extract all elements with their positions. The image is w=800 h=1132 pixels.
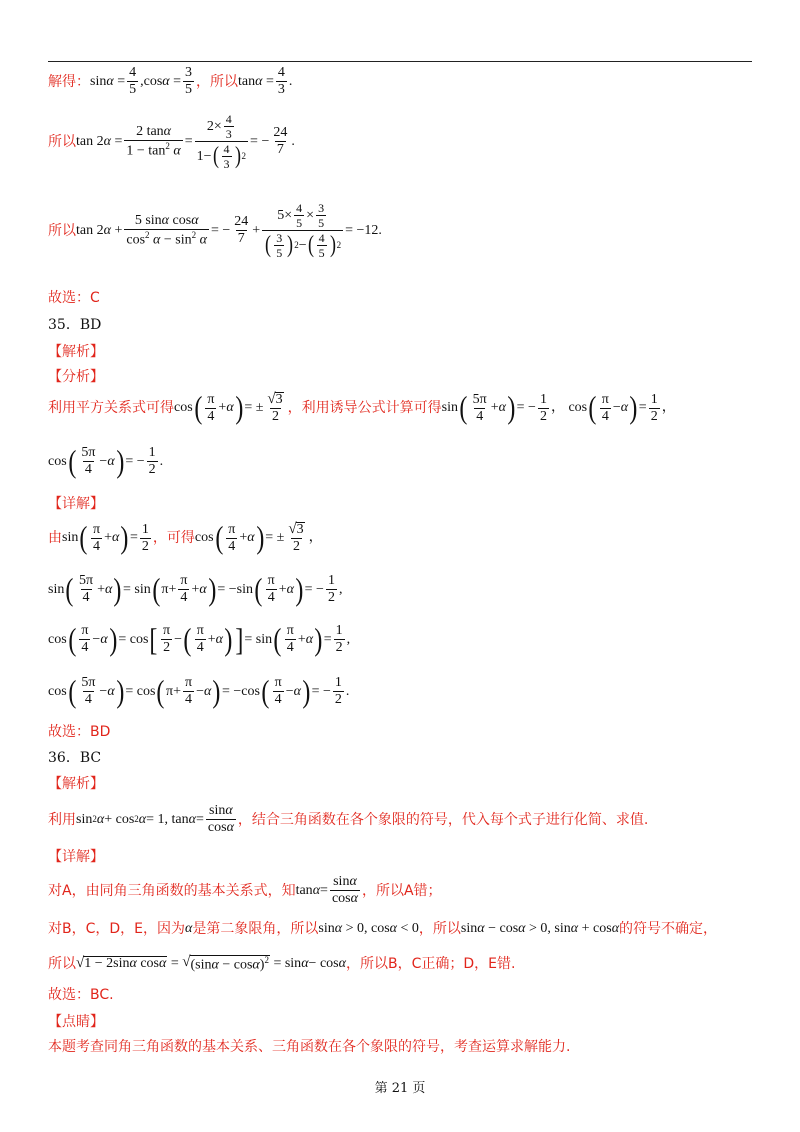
section-xiangjie-36: 【详解】 [48, 849, 104, 865]
formula: tan α = $\frac{4}{3}$ . [238, 65, 293, 97]
text-label: ，所以B，C正确；D，E错. [345, 955, 516, 972]
text-label: 是第二象限角，所以 [192, 921, 319, 937]
text-label: 利用 [48, 811, 76, 828]
formula: tan 2 α = $\frac{2 \tan\alpha}{1 - \tan^2 \alpha}$ = 2× $\frac{4}{3}$ 1− ( $\frac{4}{3}$ ) 2 = − $\frac{24}{7}$ . [76, 112, 295, 171]
formula: sin α = $\frac{4}{5}$ ,cos α = $\frac{3}{5}$ [90, 65, 193, 97]
q36-detail-line-b [48, 922, 717, 936]
q35-analysis-line-2 [48, 442, 164, 479]
text-label: 对B，C，D，E，因为 [48, 921, 186, 937]
formula: sin ( $\frac{\pi}{4}$ + α ) = $\frac{1}{2}$ [62, 519, 149, 556]
section-dianjing-36: 【点睛】 [48, 1014, 104, 1030]
q35-detail-line-1 [48, 519, 323, 556]
formula: cos ( $\frac{5\pi}{4}$ − α ) = cos ( π+ $\frac{\pi}{4}$ − α ) = −cos ( $\frac{\pi}{4}$ − α ) = − $\frac{1}{2}$ . [48, 672, 350, 709]
formula: cos ( $\frac{5\pi}{4}$ − α ) = − $\frac{1}{2}$ . [48, 442, 164, 479]
text-label: 对A，由同角三角函数的基本关系式，知 [48, 882, 296, 899]
text-label: 所以 [48, 955, 76, 972]
formula: sin ( $\frac{5\pi}{4}$ + α ) = − $\frac{1}{2}$ ， cos ( $\frac{\pi}{4}$ − α ) = $\frac{1}{2}$ ， [441, 389, 676, 426]
header-rule [48, 61, 752, 62]
solution-line-3 [48, 202, 382, 259]
question-number-36: 36．BC [48, 750, 102, 766]
q36-comment: 本题考查同角三角函数的基本关系、三角函数在各个象限的符号，考查运算求解能力. [48, 1039, 571, 1055]
q35-detail-line-3 [48, 620, 351, 657]
text-label: 利用平方关系式可得 [48, 400, 174, 416]
q36-detail-line-a [48, 875, 442, 906]
answer-33: 故选：C [48, 290, 100, 306]
section-xiangjie-35: 【详解】 [48, 496, 104, 512]
solution-line-2 [48, 113, 295, 170]
text-label: ，所以 [418, 921, 461, 937]
formula: tan 2 α + $\frac{\text{5 sinα cosα}}{\cos^2 \alpha - \sin^2 \alpha}$ = − $\frac{24}{7}$ + 5× $\frac{4}{5}$ × $\frac{3}{5}$ ( $\frac{3}{5}$ ) 2 − ( $\frac{4}{5}$ ) 2 = −12. [76, 201, 382, 260]
section-jiexi-36: 【解析】 [48, 776, 104, 792]
text-label: ，可得 [152, 530, 195, 546]
solution-line-1 [48, 66, 292, 97]
text-label: 所以 [48, 222, 76, 239]
text-label: ，所以 [196, 73, 239, 90]
formula: cos ( $\frac{\pi}{4}$ + α ) = ± √ 3 2 [174, 389, 283, 426]
formula: sin ( $\frac{5\pi}{4}$ + α ) = sin ( π+ $\frac{\pi}{4}$ + α ) = −sin ( $\frac{\pi}{4}$ + α ) = − $\frac{1}{2}$ , [48, 570, 343, 607]
page-footer: 第 21 页 [374, 1081, 426, 1096]
formula: sinα > 0, cosα < 0 [318, 921, 419, 936]
formula: cos ( $\frac{\pi}{4}$ − α ) = cos [ $\frac{\pi}{2}$ − ( $\frac{\pi}{4}$ + α ) ] = sin ( $\frac{\pi}{4}$ + α ) = $\frac{1}{2}$ , [48, 620, 351, 657]
answer-36: 故选：BC. [48, 987, 114, 1003]
formula: √ 1 − 2sinα cosα = √ $(\sin\alpha - \cos\alpha)^2$ = sin α − cos α [76, 954, 346, 973]
section-jiexi-35: 【解析】 [48, 344, 104, 360]
text-label: ，所以A错； [361, 882, 442, 899]
formula: α [185, 921, 193, 936]
q36-detail-line-c [48, 955, 515, 973]
formula: sinα − cosα > 0, sinα + cosα [460, 921, 620, 936]
q35-detail-line-4 [48, 672, 350, 709]
q35-detail-line-2 [48, 570, 343, 607]
q35-analysis-line-1 [48, 389, 676, 426]
q36-analysis-line [48, 804, 648, 835]
section-fenxi-35: 【分析】 [48, 369, 104, 385]
formula: cos ( $\frac{\pi}{4}$ + α ) = ± √ 3 2 ， [194, 519, 323, 556]
text-label: 的符号不确定， [619, 921, 718, 937]
formula: sin 2 α + cos 2 α = 1, tan α = $\frac{\sin\alpha}{\cos\alpha}$ [76, 803, 234, 835]
text-label: ，利用诱导公式计算可得 [287, 400, 442, 416]
text-label: 所以 [48, 133, 76, 150]
answer-35: 故选：BD [48, 724, 111, 740]
text-label: ，结合三角函数在各个象限的符号，代入每个式子进行化简、求值. [237, 811, 649, 828]
text-label: 由 [48, 530, 62, 546]
text-label: 解得： [48, 73, 90, 90]
formula: tan α = $\frac{\sin\alpha}{\cos\alpha}$ [295, 874, 358, 906]
question-number-35: 35．BD [48, 317, 102, 333]
